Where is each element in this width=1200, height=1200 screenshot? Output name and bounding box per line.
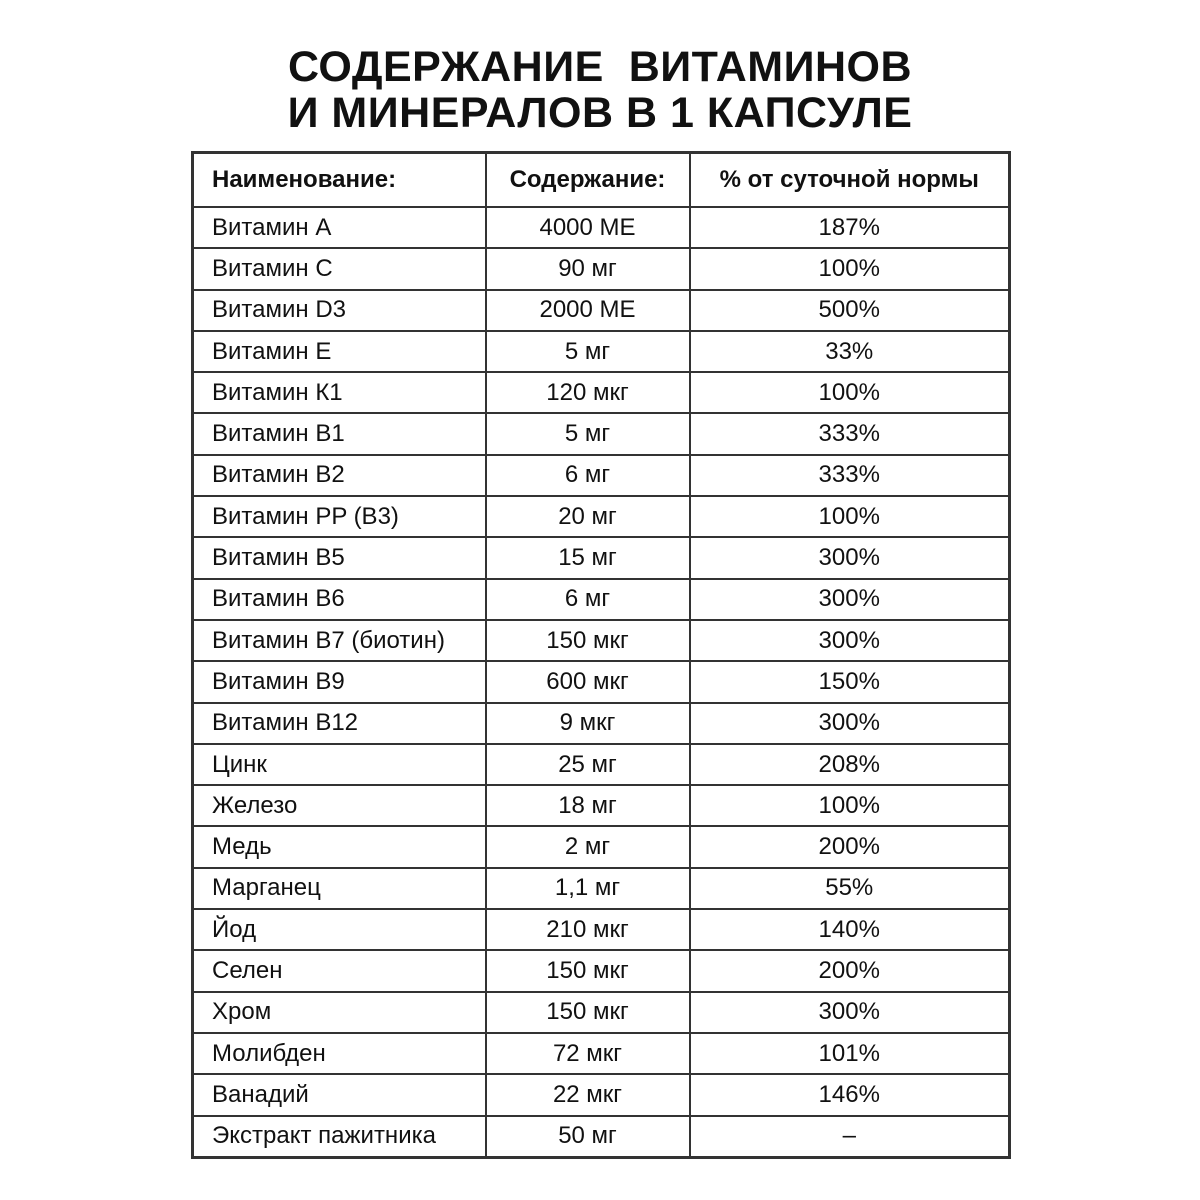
table-row bbox=[193, 620, 1010, 661]
header-content: Содержание: bbox=[486, 153, 690, 208]
cell-name: Витамин В7 (биотин) bbox=[193, 620, 486, 661]
cell-daily-percent: 187% bbox=[690, 207, 1010, 248]
table-row bbox=[193, 950, 1010, 991]
cell-content: 4000 МЕ bbox=[486, 207, 690, 248]
cell-content: 1,1 мг bbox=[486, 868, 690, 909]
cell-content: 20 мг bbox=[486, 496, 690, 537]
cell-name: Селен bbox=[193, 950, 486, 991]
cell-name: Цинк bbox=[193, 744, 486, 785]
cell-daily-percent: 33% bbox=[690, 331, 1010, 372]
cell-name: Витамин PP (В3) bbox=[193, 496, 486, 537]
table-row bbox=[193, 1116, 1010, 1158]
nutrient-table bbox=[191, 151, 1011, 1159]
table-body bbox=[193, 207, 1010, 1157]
cell-name: Витамин В5 bbox=[193, 537, 486, 578]
cell-daily-percent: 101% bbox=[690, 1033, 1010, 1074]
cell-content: 5 мг bbox=[486, 413, 690, 454]
cell-content: 150 мкг bbox=[486, 620, 690, 661]
cell-name: Витамин В6 bbox=[193, 579, 486, 620]
table-row bbox=[193, 372, 1010, 413]
table-row bbox=[193, 744, 1010, 785]
cell-name: Витамин В2 bbox=[193, 455, 486, 496]
table-row bbox=[193, 1074, 1010, 1115]
cell-daily-percent: 55% bbox=[690, 868, 1010, 909]
cell-daily-percent: 100% bbox=[690, 785, 1010, 826]
cell-name: Витамин В1 bbox=[193, 413, 486, 454]
table-row bbox=[193, 661, 1010, 702]
cell-daily-percent: 333% bbox=[690, 413, 1010, 454]
cell-content: 25 мг bbox=[486, 744, 690, 785]
cell-content: 5 мг bbox=[486, 331, 690, 372]
cell-content: 120 мкг bbox=[486, 372, 690, 413]
cell-daily-percent: – bbox=[690, 1116, 1010, 1158]
table-row bbox=[193, 455, 1010, 496]
cell-daily-percent: 300% bbox=[690, 992, 1010, 1033]
cell-content: 150 мкг bbox=[486, 992, 690, 1033]
cell-name: Молибден bbox=[193, 1033, 486, 1074]
cell-daily-percent: 140% bbox=[690, 909, 1010, 950]
table-row bbox=[193, 496, 1010, 537]
cell-name: Экстракт пажитника bbox=[193, 1116, 486, 1158]
table-row bbox=[193, 331, 1010, 372]
table-row bbox=[193, 1033, 1010, 1074]
cell-daily-percent: 150% bbox=[690, 661, 1010, 702]
table-header-row bbox=[193, 153, 1010, 208]
header-daily-percent: % от суточной нормы bbox=[690, 153, 1010, 208]
page-title bbox=[0, 44, 1200, 136]
cell-daily-percent: 100% bbox=[690, 372, 1010, 413]
cell-content: 22 мкг bbox=[486, 1074, 690, 1115]
cell-content: 600 мкг bbox=[486, 661, 690, 702]
cell-name: Витамин К1 bbox=[193, 372, 486, 413]
table-row bbox=[193, 868, 1010, 909]
table-row bbox=[193, 992, 1010, 1033]
header-name: Наименование: bbox=[193, 153, 486, 208]
table-row bbox=[193, 248, 1010, 289]
cell-content: 15 мг bbox=[486, 537, 690, 578]
table-row bbox=[193, 703, 1010, 744]
cell-daily-percent: 333% bbox=[690, 455, 1010, 496]
cell-daily-percent: 500% bbox=[690, 290, 1010, 331]
cell-daily-percent: 300% bbox=[690, 703, 1010, 744]
cell-name: Хром bbox=[193, 992, 486, 1033]
table-row bbox=[193, 537, 1010, 578]
cell-name: Витамин А bbox=[193, 207, 486, 248]
cell-daily-percent: 146% bbox=[690, 1074, 1010, 1115]
table-row bbox=[193, 785, 1010, 826]
cell-daily-percent: 200% bbox=[690, 826, 1010, 867]
table-row bbox=[193, 290, 1010, 331]
cell-content: 2 мг bbox=[486, 826, 690, 867]
cell-name: Медь bbox=[193, 826, 486, 867]
table-row bbox=[193, 909, 1010, 950]
cell-name: Витамин Е bbox=[193, 331, 486, 372]
cell-content: 210 мкг bbox=[486, 909, 690, 950]
table-row bbox=[193, 579, 1010, 620]
cell-name: Витамин D3 bbox=[193, 290, 486, 331]
nutrient-table-container bbox=[191, 151, 1008, 1159]
cell-content: 90 мг bbox=[486, 248, 690, 289]
cell-content: 9 мкг bbox=[486, 703, 690, 744]
cell-name: Марганец bbox=[193, 868, 486, 909]
cell-daily-percent: 200% bbox=[690, 950, 1010, 991]
cell-name: Витамин С bbox=[193, 248, 486, 289]
cell-daily-percent: 300% bbox=[690, 620, 1010, 661]
table-row bbox=[193, 413, 1010, 454]
cell-name: Йод bbox=[193, 909, 486, 950]
cell-daily-percent: 300% bbox=[690, 579, 1010, 620]
page-title-line-2: И МИНЕРАЛОВ В 1 КАПСУЛЕ bbox=[287, 89, 913, 137]
table-row bbox=[193, 826, 1010, 867]
cell-daily-percent: 100% bbox=[690, 248, 1010, 289]
table-row bbox=[193, 207, 1010, 248]
cell-content: 2000 МЕ bbox=[486, 290, 690, 331]
cell-daily-percent: 208% bbox=[690, 744, 1010, 785]
cell-content: 72 мкг bbox=[486, 1033, 690, 1074]
cell-daily-percent: 100% bbox=[690, 496, 1010, 537]
cell-content: 6 мг bbox=[486, 455, 690, 496]
cell-content: 50 мг bbox=[486, 1116, 690, 1158]
page-title-line-1: СОДЕРЖАНИЕ ВИТАМИНОВ bbox=[287, 43, 913, 91]
cell-content: 18 мг bbox=[486, 785, 690, 826]
cell-name: Витамин В12 bbox=[193, 703, 486, 744]
cell-name: Ванадий bbox=[193, 1074, 486, 1115]
cell-content: 150 мкг bbox=[486, 950, 690, 991]
cell-content: 6 мг bbox=[486, 579, 690, 620]
cell-name: Витамин В9 bbox=[193, 661, 486, 702]
cell-daily-percent: 300% bbox=[690, 537, 1010, 578]
cell-name: Железо bbox=[193, 785, 486, 826]
